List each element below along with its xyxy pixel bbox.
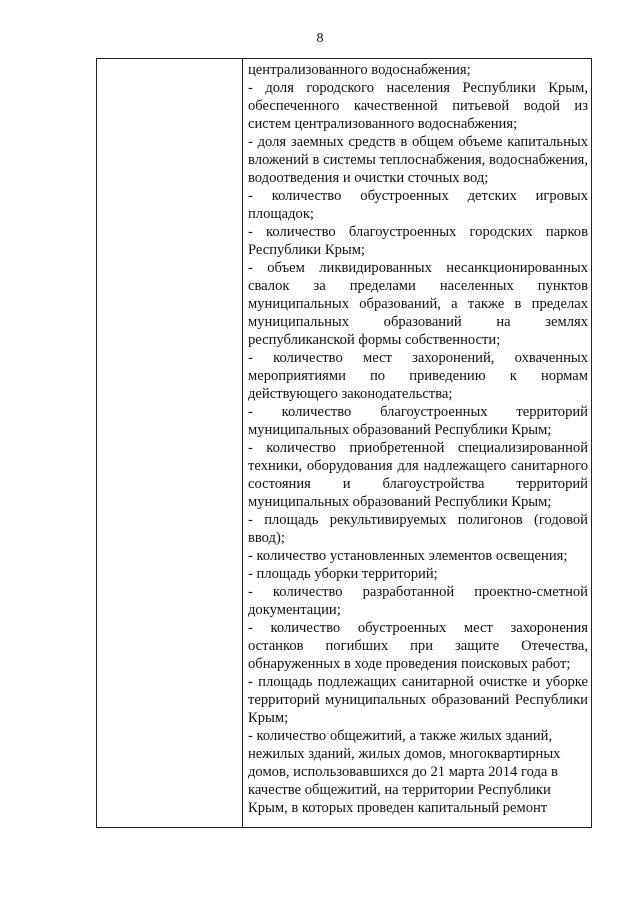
list-item: - площадь уборки территорий;	[248, 566, 438, 582]
list-item: - количество разработанной проектно-сметной документации;	[248, 584, 588, 618]
list-item: - объем ликвидированных несанкционированных свалок за пределами населенных пунктов муниципальных образований, а также в пределах муниципальных образований на землях республиканской формы собственности;	[248, 260, 588, 348]
page-number: 8	[316, 31, 324, 46]
indicators-table	[96, 58, 592, 828]
list-item: - доля заемных средств в общем объеме капитальных вложений в системы теплоснабжения, водоснабжения, водоотведения и очистки сточных вод;	[248, 134, 588, 186]
list-item: - количество обустроенных мест захоронения останков погибших при защите Отечества, обнаруженных в ходе проведения поисковых работ;	[248, 620, 588, 672]
list-item: централизованного водоснабжения;	[248, 62, 471, 78]
list-item: - количество благоустроенных городских парков Республики Крым;	[248, 224, 588, 258]
list-item: - количество общежитий, а также жилых зданий, нежилых зданий, жилых домов, многоквартирных домов, использовавшихся до 21 марта 2014 года в качестве общежитий, на территории Республики Крым, в которых проведен капитальный ремонт	[248, 728, 561, 816]
indicators-list	[248, 61, 588, 827]
column-divider	[242, 59, 243, 827]
list-item: - площадь подлежащих санитарной очистке и уборке территорий муниципальных образований Республики Крым;	[248, 674, 588, 726]
list-item: - доля городского населения Республики Крым, обеспеченного качественной питьевой водой из систем централизованного водоснабжения;	[248, 80, 588, 132]
list-item: - количество обустроенных детских игровых площадок;	[248, 188, 588, 222]
list-item: - количество мест захоронений, охваченных мероприятиями по приведению к нормам действующего законодательства;	[248, 350, 588, 402]
list-item: - количество благоустроенных территорий муниципальных образований Республики Крым;	[248, 404, 588, 438]
list-item: - площадь рекультивируемых полигонов (годовой ввод);	[248, 512, 588, 546]
list-item: - количество установленных элементов освещения;	[248, 548, 568, 564]
list-item: - количество приобретенной специализированной техники, оборудования для надлежащего санитарного состояния и благоустройства территорий муниципальных образований Республики Крым;	[248, 440, 588, 510]
